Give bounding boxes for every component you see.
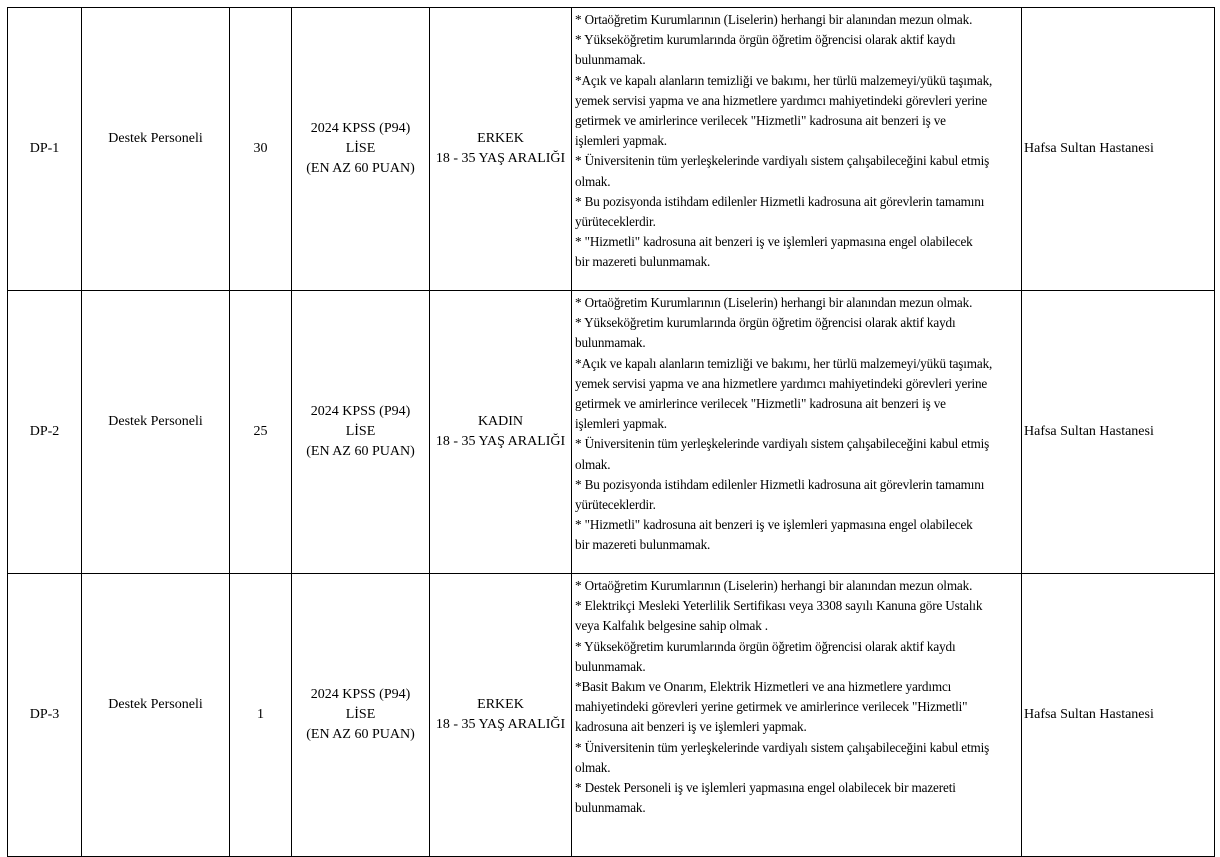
exam-line: 2024 KPSS (P94) <box>310 121 411 136</box>
requirement-line: *Basit Bakım ve Onarım, Elektrik Hizmetleri ve ana hizmetlere yardımcı <box>575 679 952 695</box>
requirement-line: yürüteceklerdir. <box>575 214 656 230</box>
quota-cell <box>230 291 292 574</box>
exam-line: 2024 KPSS (P94) <box>310 404 411 419</box>
requirement-line: getirmek ve amirlerince verilecek "Hizmetli" kadrosuna ait benzeri iş ve <box>575 113 946 129</box>
requirement-line: bir mazereti bulunmamak. <box>575 254 711 270</box>
quota-count: 25 <box>253 424 268 439</box>
requirement-line: olmak. <box>575 173 611 189</box>
requirement-line: bulunmamak. <box>575 800 646 816</box>
positions-table <box>7 7 1215 857</box>
quota-cell <box>230 574 292 857</box>
requirement-line: kadrosuna ait benzeri iş ve işlemleri yapmak. <box>575 719 807 735</box>
requirement-line: * Üniversitenin tüm yerleşkelerinde vardiyalı sistem çalışabileceğini kabul etmiş <box>575 739 990 755</box>
location: Hafsa Sultan Hastanesi <box>1024 141 1154 156</box>
requirement-line: işlemleri yapmak. <box>575 133 667 149</box>
gender-age-cell <box>430 8 572 291</box>
requirement-line: * Yükseköğretim kurumlarında örgün öğretim öğrencisi olarak aktif kaydı <box>575 315 956 331</box>
position-code-cell <box>8 8 82 291</box>
gender: ERKEK <box>477 697 524 712</box>
exam-line: LİSE <box>345 141 376 156</box>
age-range: 18 - 35 YAŞ ARALIĞI <box>435 434 566 449</box>
requirement-line: * "Hizmetli" kadrosuna ait benzeri iş ve işlemleri yapmasına engel olabilecek <box>575 234 973 250</box>
requirement-line: işlemleri yapmak. <box>575 416 667 432</box>
exam-cell <box>292 291 430 574</box>
requirements-cell <box>572 8 1022 291</box>
quota-count: 1 <box>257 707 264 722</box>
quota-count: 30 <box>253 141 268 156</box>
requirement-line: * Ortaöğretim Kurumlarının (Liselerin) herhangi bir alanından mezun olmak. <box>575 12 973 27</box>
position-code-cell <box>8 291 82 574</box>
requirement-line: bulunmamak. <box>575 52 646 68</box>
position-title: Destek Personeli <box>108 697 203 712</box>
requirement-line: * Üniversitenin tüm yerleşkelerinde vardiyalı sistem çalışabileceğini kabul etmiş <box>575 436 990 452</box>
requirement-line: * Üniversitenin tüm yerleşkelerinde vardiyalı sistem çalışabileceğini kabul etmiş <box>575 153 990 169</box>
gender-age-cell <box>430 574 572 857</box>
gender: ERKEK <box>477 131 524 146</box>
requirement-line: * Destek Personeli iş ve işlemleri yapmasına engel olabilecek bir mazereti <box>575 780 956 796</box>
requirement-line: bulunmamak. <box>575 658 646 674</box>
position-title: Destek Personeli <box>108 414 203 429</box>
requirement-line: * Yükseköğretim kurumlarında örgün öğretim öğrencisi olarak aktif kaydı <box>575 638 956 654</box>
position-title-cell <box>82 574 230 857</box>
position-title-cell <box>82 291 230 574</box>
requirements-cell <box>572 291 1022 574</box>
exam-line: LİSE <box>345 424 376 439</box>
location-cell <box>1022 8 1215 291</box>
requirement-line: yemek servisi yapma ve ana hizmetlere yardımcı mahiyetindeki görevleri yerine <box>575 375 988 391</box>
requirement-line: olmak. <box>575 759 611 775</box>
requirement-line: * "Hizmetli" kadrosuna ait benzeri iş ve işlemleri yapmasına engel olabilecek <box>575 517 973 533</box>
exam-line: (EN AZ 60 PUAN) <box>306 444 415 459</box>
requirement-line: bir mazereti bulunmamak. <box>575 537 711 553</box>
requirement-line: veya Kalfalık belgesine sahip olmak . <box>575 618 768 634</box>
position-code-cell <box>8 574 82 857</box>
exam-cell <box>292 574 430 857</box>
location: Hafsa Sultan Hastanesi <box>1024 707 1154 722</box>
gender-age-cell <box>430 291 572 574</box>
requirement-line: yemek servisi yapma ve ana hizmetlere yardımcı mahiyetindeki görevleri yerine <box>575 92 988 108</box>
quota-cell <box>230 8 292 291</box>
exam-line: 2024 KPSS (P94) <box>310 687 411 702</box>
requirement-line: * Elektrikçi Mesleki Yeterlilik Sertifikası veya 3308 sayılı Kanuna göre Ustalık <box>575 598 983 614</box>
requirement-line: *Açık ve kapalı alanların temizliği ve bakımı, her türlü malzemeyi/yükü taşımak, <box>575 72 993 88</box>
requirement-line: mahiyetindeki görevleri yerine getirmek ve amirlerince verilecek "Hizmetli" <box>575 699 968 715</box>
requirement-line: olmak. <box>575 456 611 472</box>
requirement-line: * Ortaöğretim Kurumlarının (Liselerin) herhangi bir alanından mezun olmak. <box>575 295 973 310</box>
requirement-line: yürüteceklerdir. <box>575 497 656 513</box>
requirement-line: * Bu pozisyonda istihdam edilenler Hizmetli kadrosuna ait görevlerin tamamını <box>575 476 985 492</box>
table-row <box>8 8 1215 291</box>
requirement-line: * Ortaöğretim Kurumlarının (Liselerin) herhangi bir alanından mezun olmak. <box>575 578 973 593</box>
requirements-cell <box>572 574 1022 857</box>
position-code: DP-2 <box>29 424 60 439</box>
requirement-line: * Bu pozisyonda istihdam edilenler Hizmetli kadrosuna ait görevlerin tamamını <box>575 193 985 209</box>
location-cell <box>1022 291 1215 574</box>
location: Hafsa Sultan Hastanesi <box>1024 424 1154 439</box>
position-title: Destek Personeli <box>108 131 203 146</box>
table-row <box>8 574 1215 857</box>
exam-line: LİSE <box>345 707 376 722</box>
gender: KADIN <box>477 414 524 429</box>
requirement-line: getirmek ve amirlerince verilecek "Hizmetli" kadrosuna ait benzeri iş ve <box>575 396 946 412</box>
age-range: 18 - 35 YAŞ ARALIĞI <box>435 717 566 732</box>
age-range: 18 - 35 YAŞ ARALIĞI <box>435 151 566 166</box>
exam-line: (EN AZ 60 PUAN) <box>306 727 415 742</box>
requirement-line: * Yükseköğretim kurumlarında örgün öğretim öğrencisi olarak aktif kaydı <box>575 32 956 48</box>
exam-cell <box>292 8 430 291</box>
table-row <box>8 291 1215 574</box>
requirement-line: *Açık ve kapalı alanların temizliği ve bakımı, her türlü malzemeyi/yükü taşımak, <box>575 355 993 371</box>
position-code: DP-1 <box>29 141 60 156</box>
requirement-line: bulunmamak. <box>575 335 646 351</box>
position-title-cell <box>82 8 230 291</box>
exam-line: (EN AZ 60 PUAN) <box>306 161 415 176</box>
position-code: DP-3 <box>29 707 60 722</box>
location-cell <box>1022 574 1215 857</box>
